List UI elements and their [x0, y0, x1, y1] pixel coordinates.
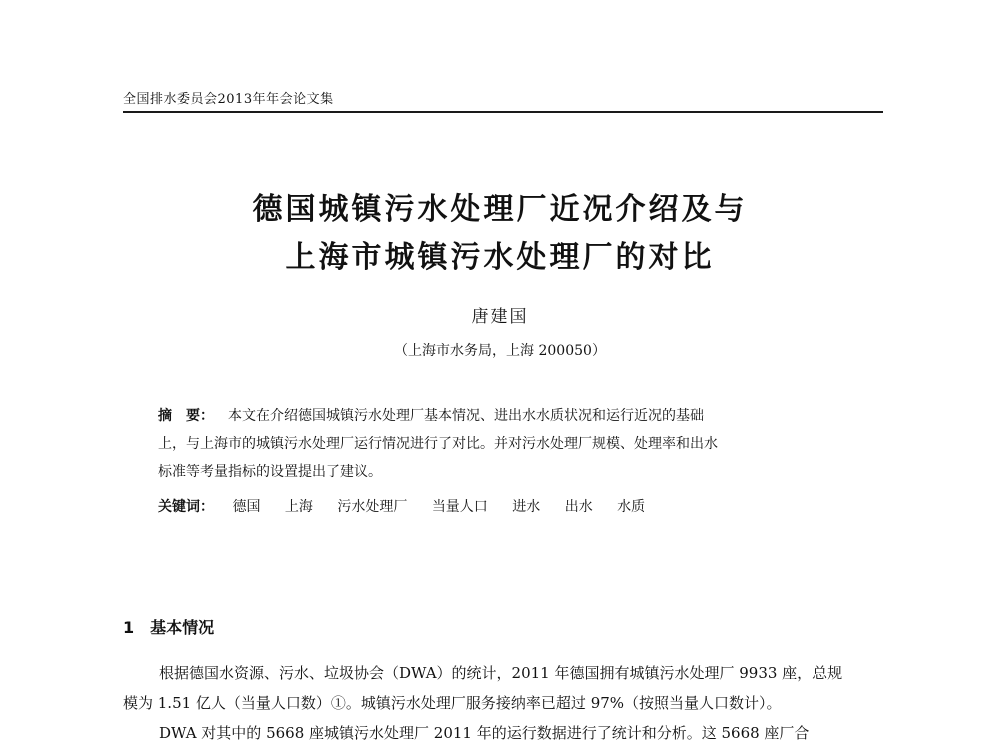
keyword: 污水处理厂 — [337, 499, 408, 515]
keyword: 出水 — [564, 499, 593, 515]
body-line-2: 模为 1.51 亿人（当量人口数）①。城镇污水处理厂服务接纳率已超过 97%（按照当量人口数计）。 — [123, 694, 782, 712]
abstract-label: 摘 要： — [158, 408, 214, 424]
abstract — [158, 402, 858, 486]
keyword: 水质 — [617, 499, 646, 515]
keywords-label: 关键词： — [158, 499, 214, 515]
keywords — [158, 496, 858, 516]
running-header: 全国排水委员会2013年年会论文集 — [123, 92, 334, 107]
header-rule — [123, 111, 883, 113]
body-text — [123, 658, 883, 748]
section-title: 基本情况 — [150, 618, 215, 637]
paper-title-line-1: 德国城镇污水处理厂近况介绍及与 — [252, 192, 748, 227]
paper-title-line-2: 上海市城镇污水处理厂的对比 — [285, 240, 715, 275]
body-line-1: 根据德国水资源、污水、垃圾协会（DWA）的统计，2011 年德国拥有城镇污水处理厂 9933 座，总规 — [159, 664, 843, 682]
abstract-text-1: 本文在介绍德国城镇污水处理厂基本情况、进出水水质状况和运行近况的基础 — [228, 408, 704, 424]
abstract-line-2: 上，与上海市的城镇污水处理厂运行情况进行了对比。并对污水处理厂规模、处理率和出水 — [158, 436, 718, 452]
keyword: 上海 — [284, 499, 313, 515]
author-name: 唐建国 — [471, 307, 529, 327]
body-line-3: DWA 对其中的 5668 座城镇污水处理厂 2011 年的运行数据进行了统计和分析。这 5668 座厂合 — [159, 724, 810, 742]
keyword: 当量人口 — [431, 499, 488, 515]
abstract-line-3: 标准等考量指标的设置提出了建议。 — [158, 464, 382, 480]
keyword: 进水 — [512, 499, 541, 515]
section-heading — [123, 615, 214, 638]
section-number: 1 — [123, 618, 135, 637]
keyword: 德国 — [232, 499, 261, 515]
abstract-line-1 — [158, 402, 858, 430]
author-affiliation: （上海市水务局，上海 200050） — [394, 343, 606, 359]
